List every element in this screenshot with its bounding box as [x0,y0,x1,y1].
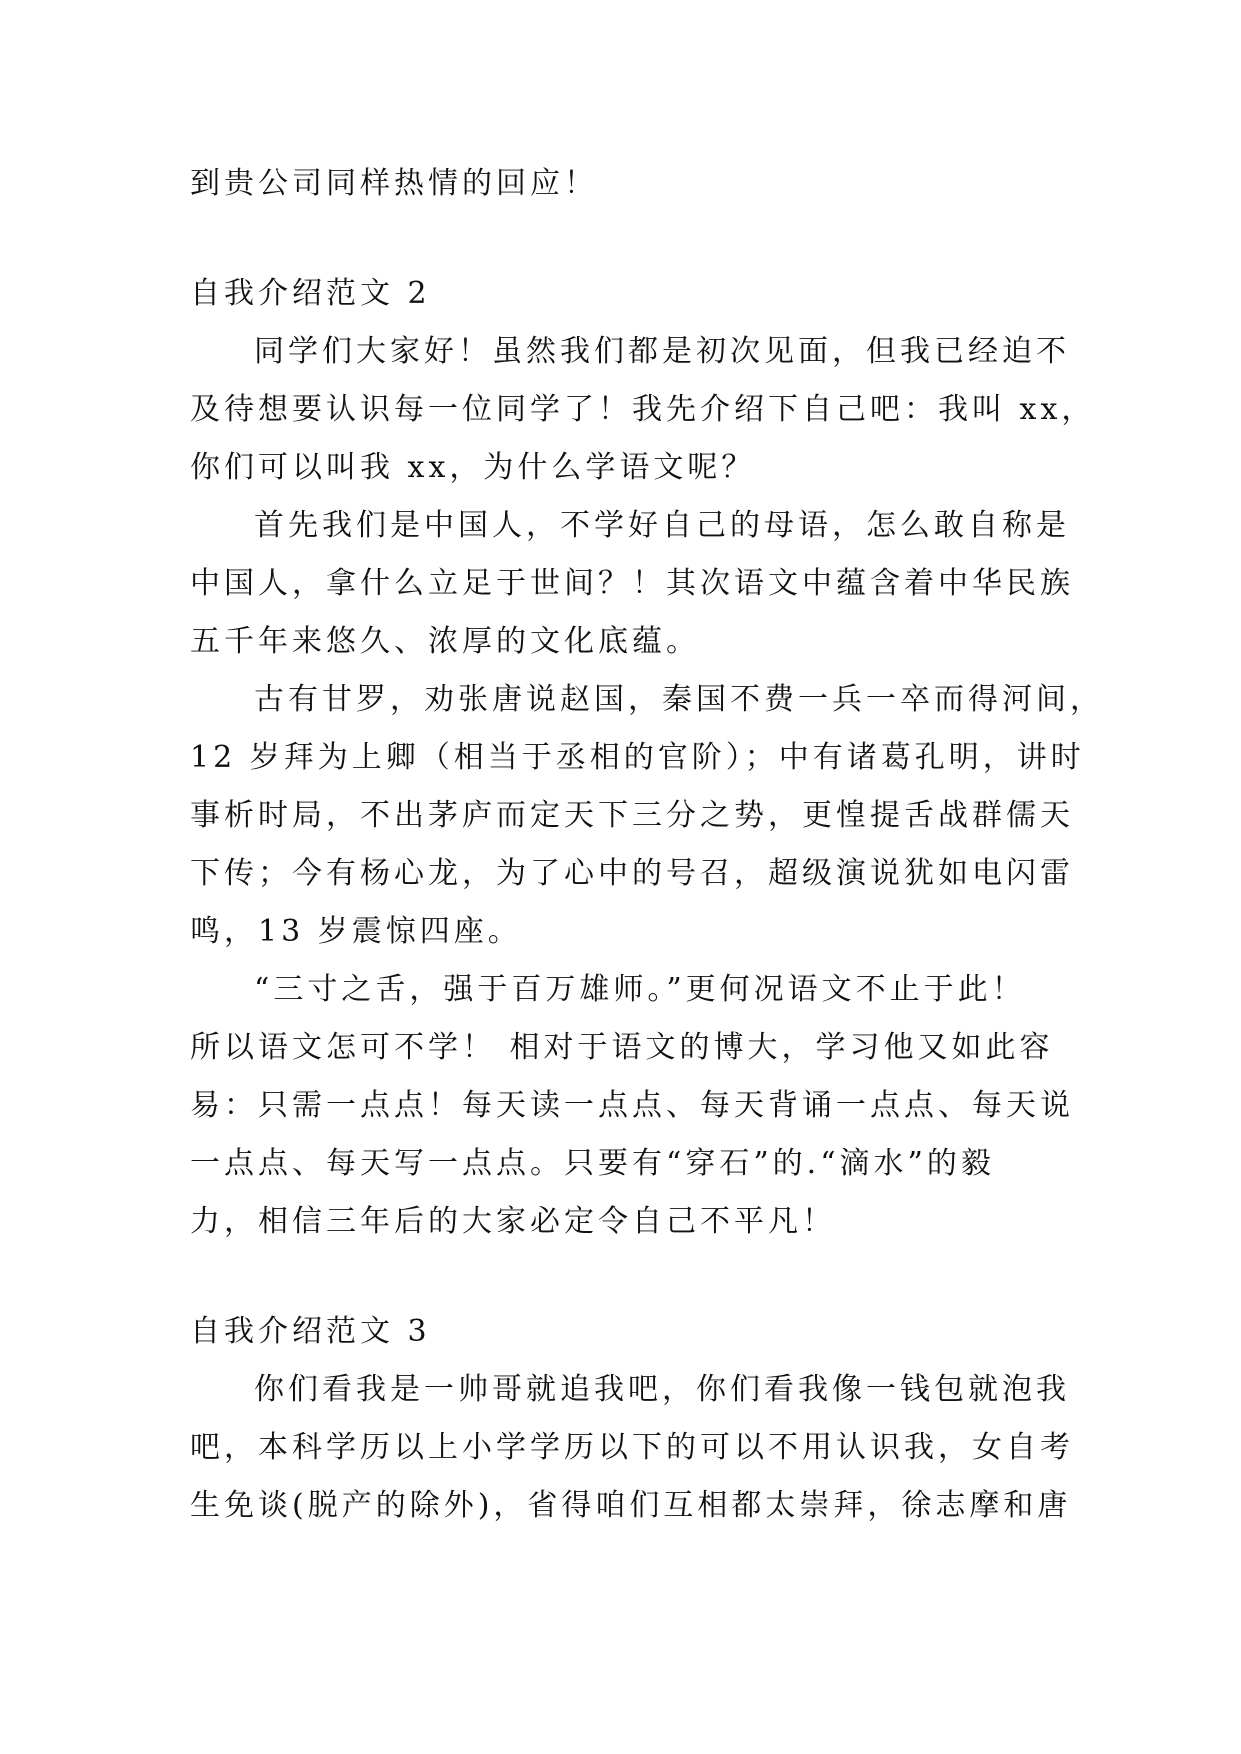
paragraph-line: 所以语文怎可不学！ 相对于语文的博大，学习他又如此容 [190,1030,1054,1065]
paragraph-line: 下传；今有杨心龙，为了心中的号召，超级演说犹如电闪雷 [190,856,1074,891]
paragraph-line: 一点点、每天写一点点。只要有“穿石”的.“滴水”的毅 [190,1146,995,1181]
paragraph-line: 首先我们是中国人，不学好自己的母语，怎么敢自称是 [254,508,1070,543]
paragraph-line: 中国人，拿什么立足于世间？！其次语文中蕴含着中华民族 [190,566,1074,601]
paragraph-line: 五千年来悠久、浓厚的文化底蕴。 [190,624,700,659]
paragraph-line: “三寸之舌，强于百万雄师。”更何况语文不止于此！ [254,972,1026,1007]
paragraph-line: 吧，本科学历以上小学学历以下的可以不用认识我，女自考 [190,1430,1074,1465]
paragraph-line: 到贵公司同样热情的回应！ [190,166,598,201]
paragraph-line: 鸣，13 岁震惊四座。 [190,914,522,949]
paragraph-line: 古有甘罗，劝张唐说赵国，秦国不费一兵一卒而得河间， [254,682,1104,717]
paragraph-line: 易：只需一点点！每天读一点点、每天背诵一点点、每天说 [190,1088,1074,1123]
paragraph-line: 你们看我是一帅哥就追我吧，你们看我像一钱包就泡我 [254,1372,1070,1407]
section-title: 自我介绍范文 3 [190,1314,431,1349]
paragraph-line: 事析时局，不出茅庐而定天下三分之势，更惶提舌战群儒天 [190,798,1074,833]
paragraph-line: 同学们大家好！虽然我们都是初次见面，但我已经迫不 [254,334,1070,369]
document-body [190,155,1104,1535]
section-title: 自我介绍范文 2 [190,276,431,311]
section-spacer [190,1251,1055,1303]
paragraph-line: 12 岁拜为上卿（相当于丞相的官阶）；中有诸葛孔明，讲时 [190,740,1085,775]
paragraph-line: 你们可以叫我 xx，为什么学语文呢？ [190,450,756,485]
paragraph-line: 生免谈(脱产的除外)，省得咱们互相都太崇拜，徐志摩和唐 [190,1488,1072,1523]
section-spacer [190,213,1055,265]
paragraph-line: 及待想要认识每一位同学了！我先介绍下自己吧：我叫 xx， [190,392,1096,427]
paragraph-line: 力，相信三年后的大家必定令自己不平凡！ [190,1204,836,1239]
